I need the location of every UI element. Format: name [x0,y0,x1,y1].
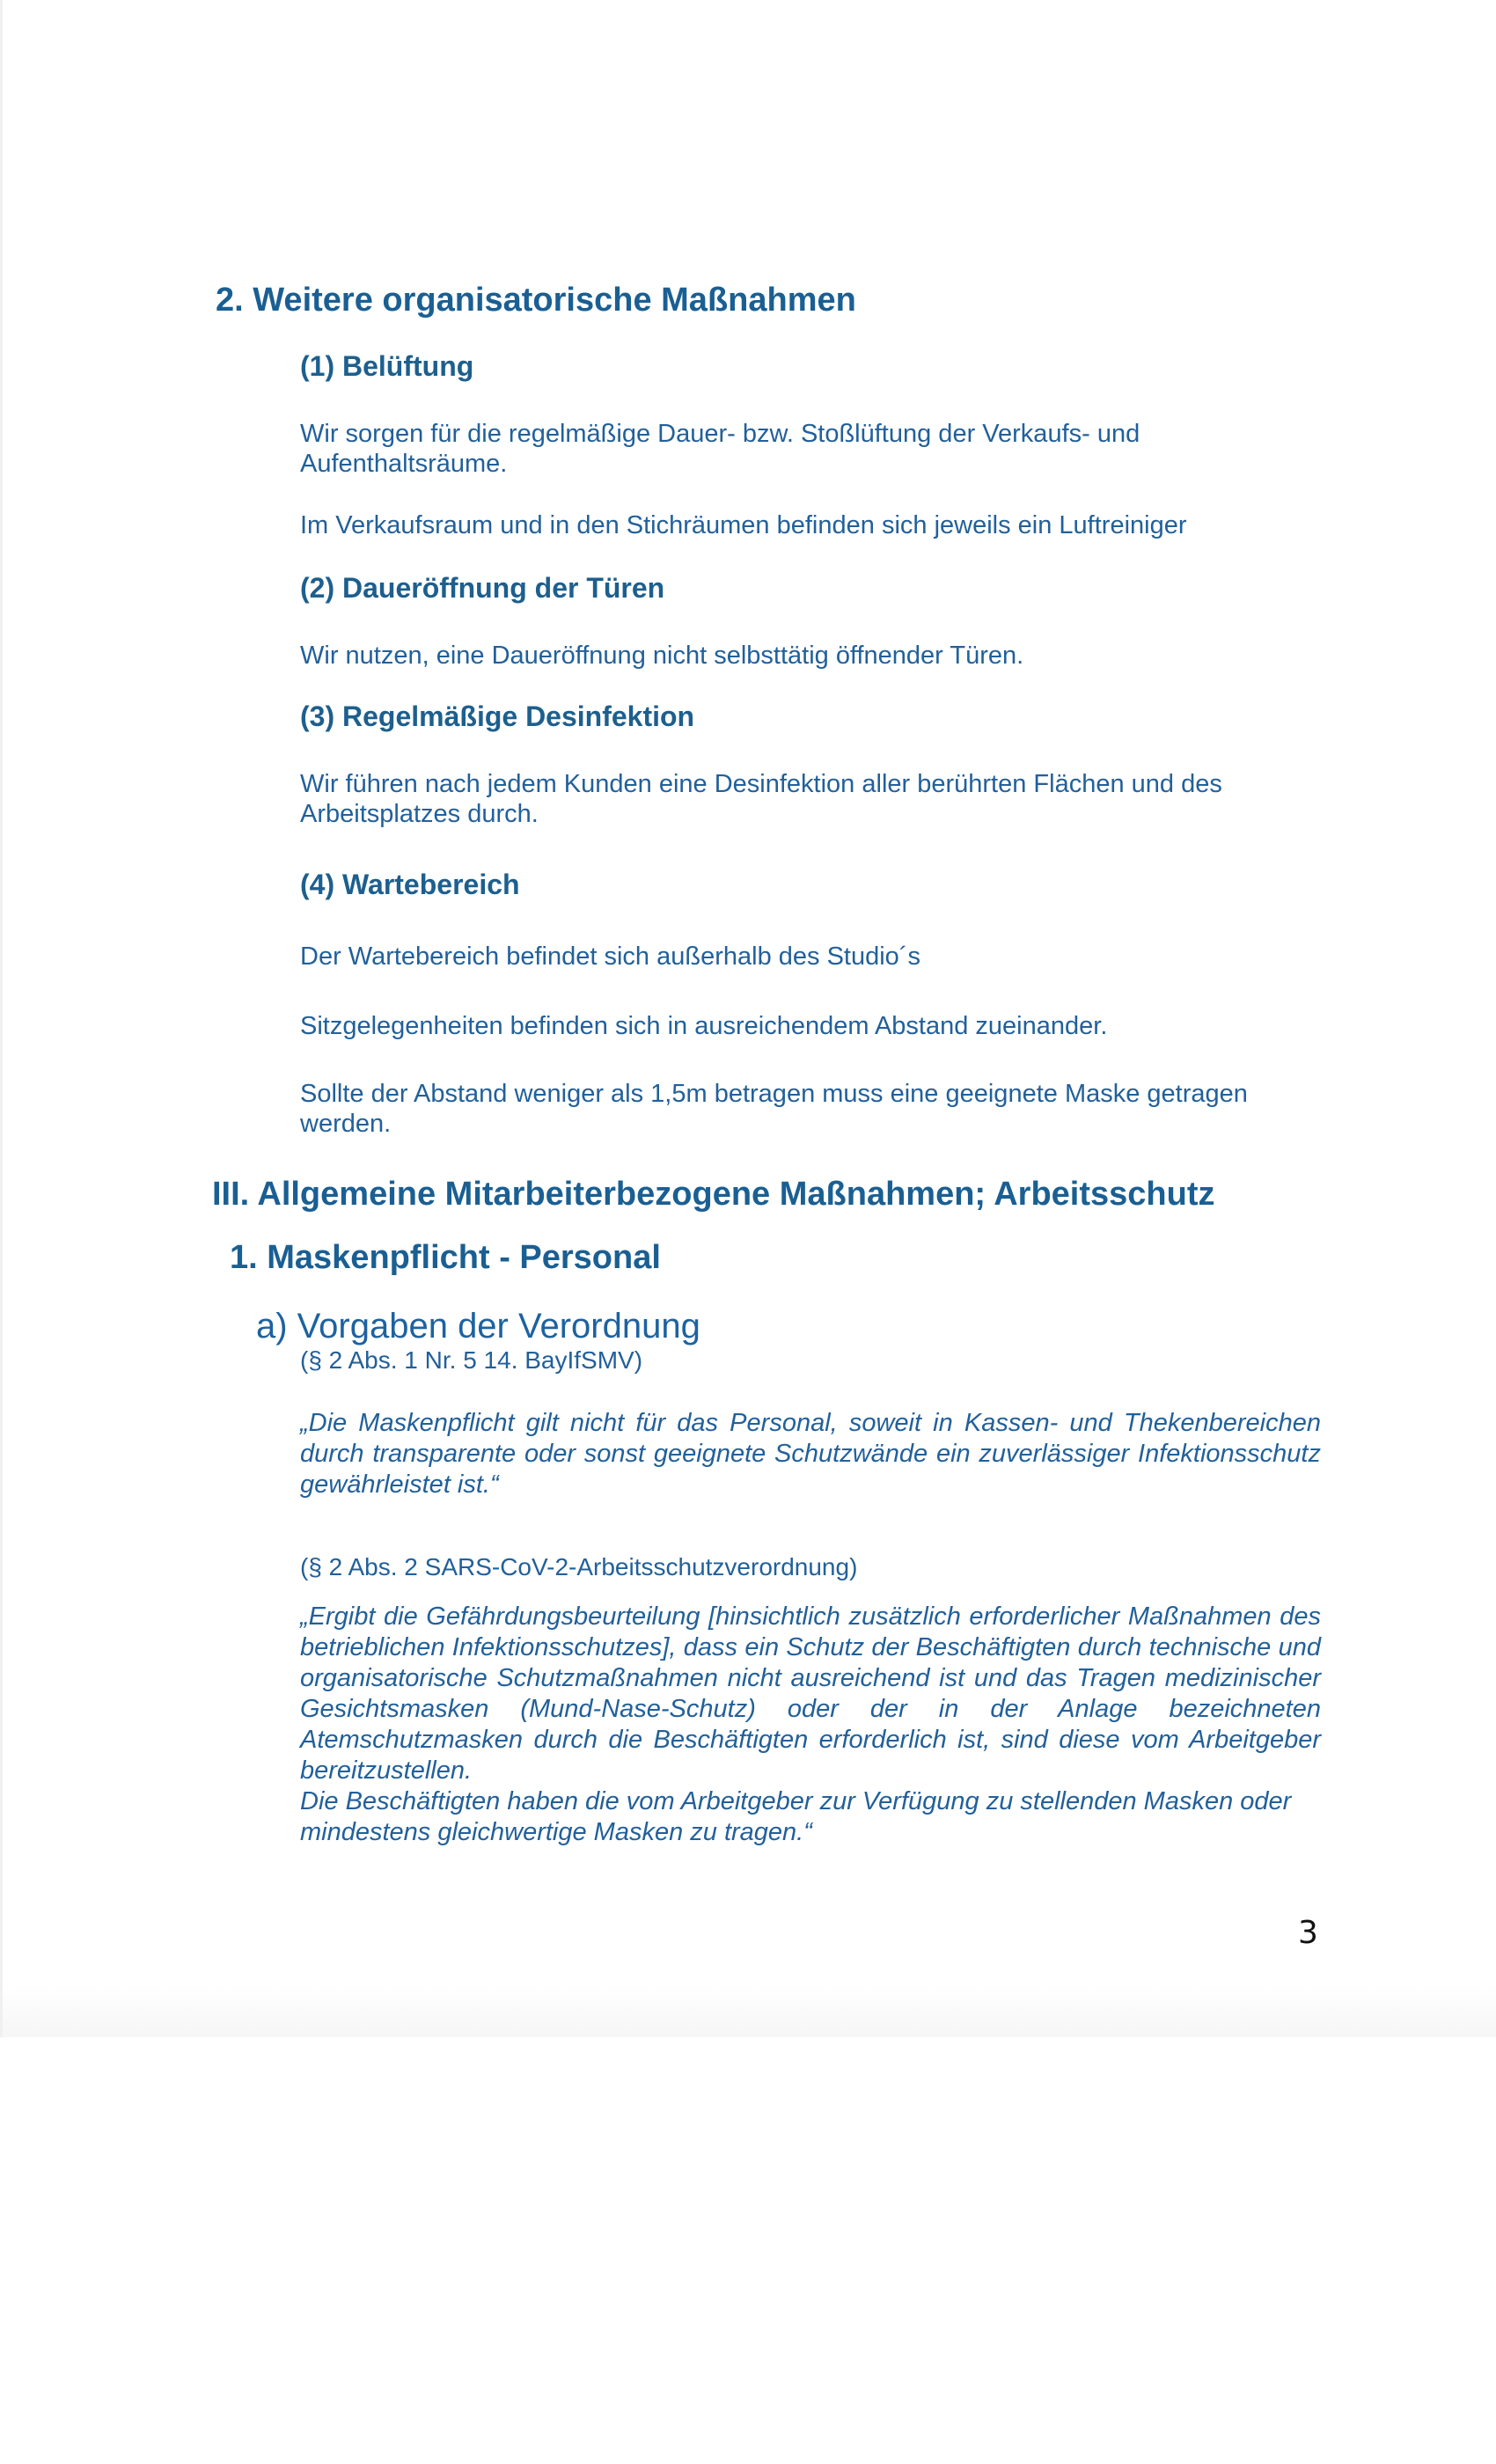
subsection-1-heading: 1. Maskenpflicht - Personal [230,1239,661,1276]
citation-2: (§ 2 Abs. 2 SARS-CoV-2-Arbeitsschutzverordnung) [300,1553,858,1580]
item-3-paragraph: Wir führen nach jedem Kunden eine Desinfektion aller berührten Flächen und des Arbeitsplatzes durch. [300,770,1222,828]
item-4-paragraph-2: Sitzgelegenheiten befinden sich in ausreichendem Abstand zueinander. [300,1012,1108,1040]
item-3-heading: (3) Regelmäßige Desinfektion [300,700,695,732]
item-2-paragraph: Wir nutzen, eine Daueröffnung nicht selbsttätig öffnender Türen. [300,642,1024,670]
subsection-a-heading: a) Vorgaben der Verordnung [256,1307,700,1346]
page-bottom-edge [3,1984,1496,2037]
quote-2-part-1: „Ergibt die Gefährdungsbeurteilung [hinsichtlich zusätzlich erforderlicher Maßnahmen des betrieblichen Infektionsschutzes], dass ein Schutz der Beschäftigten durch technische und organisatorische Schutzmaßnahmen nicht ausreichend ist und das Tragen medizinischer Gesichtsmasken (Mund-Nase-Schutz) oder der in der Anlage bezeichneten Atemschutzmasken durch die Beschäftigten erforderlich ist, sind diese vom Arbeitgeber bereitzustellen. [300,1602,1321,1785]
quote-1: „Die Maskenpflicht gilt nicht für das Personal, soweit in Kassen- und Thekenbereichen durch transparente oder sonst geeignete Schutzwände ein zuverlässiger Infektionsschutz gewährleistet ist.“ [300,1409,1321,1499]
item-2-heading: (2) Daueröffnung der Türen [300,572,665,604]
item-4-heading: (4) Wartebereich [300,869,520,900]
quote-2-part-2: Die Beschäftigten haben die vom Arbeitgeber zur Verfügung zu stellenden Masken oder mindestens gleichwertige Masken zu tragen.“ [300,1787,1292,1846]
citation-1: (§ 2 Abs. 1 Nr. 5 14. BayIfSMV) [300,1346,643,1374]
section-2-heading: 2. Weitere organisatorische Maßnahmen [216,282,856,319]
item-1-paragraph-1: Wir sorgen für die regelmäßige Dauer- bzw. Stoßlüftung der Verkaufs- und Aufenthaltsräume. [300,420,1140,478]
quote-2 [300,1602,1321,1848]
item-1-paragraph-2: Im Verkaufsraum und in den Stichräumen befinden sich jeweils ein Luftreiniger [300,511,1187,539]
item-1-heading: (1) Belüftung [300,350,474,382]
item-4-paragraph-1: Der Wartebereich befindet sich außerhalb des Studio´s [300,942,920,971]
section-3-heading: III. Allgemeine Mitarbeiterbezogene Maßnahmen; Arbeitsschutz [212,1176,1215,1213]
page-number: 3 [1298,1915,1318,1951]
item-4-paragraph-3: Sollte der Abstand weniger als 1,5m betragen muss eine geeignete Maske getragen werden. [300,1080,1248,1138]
